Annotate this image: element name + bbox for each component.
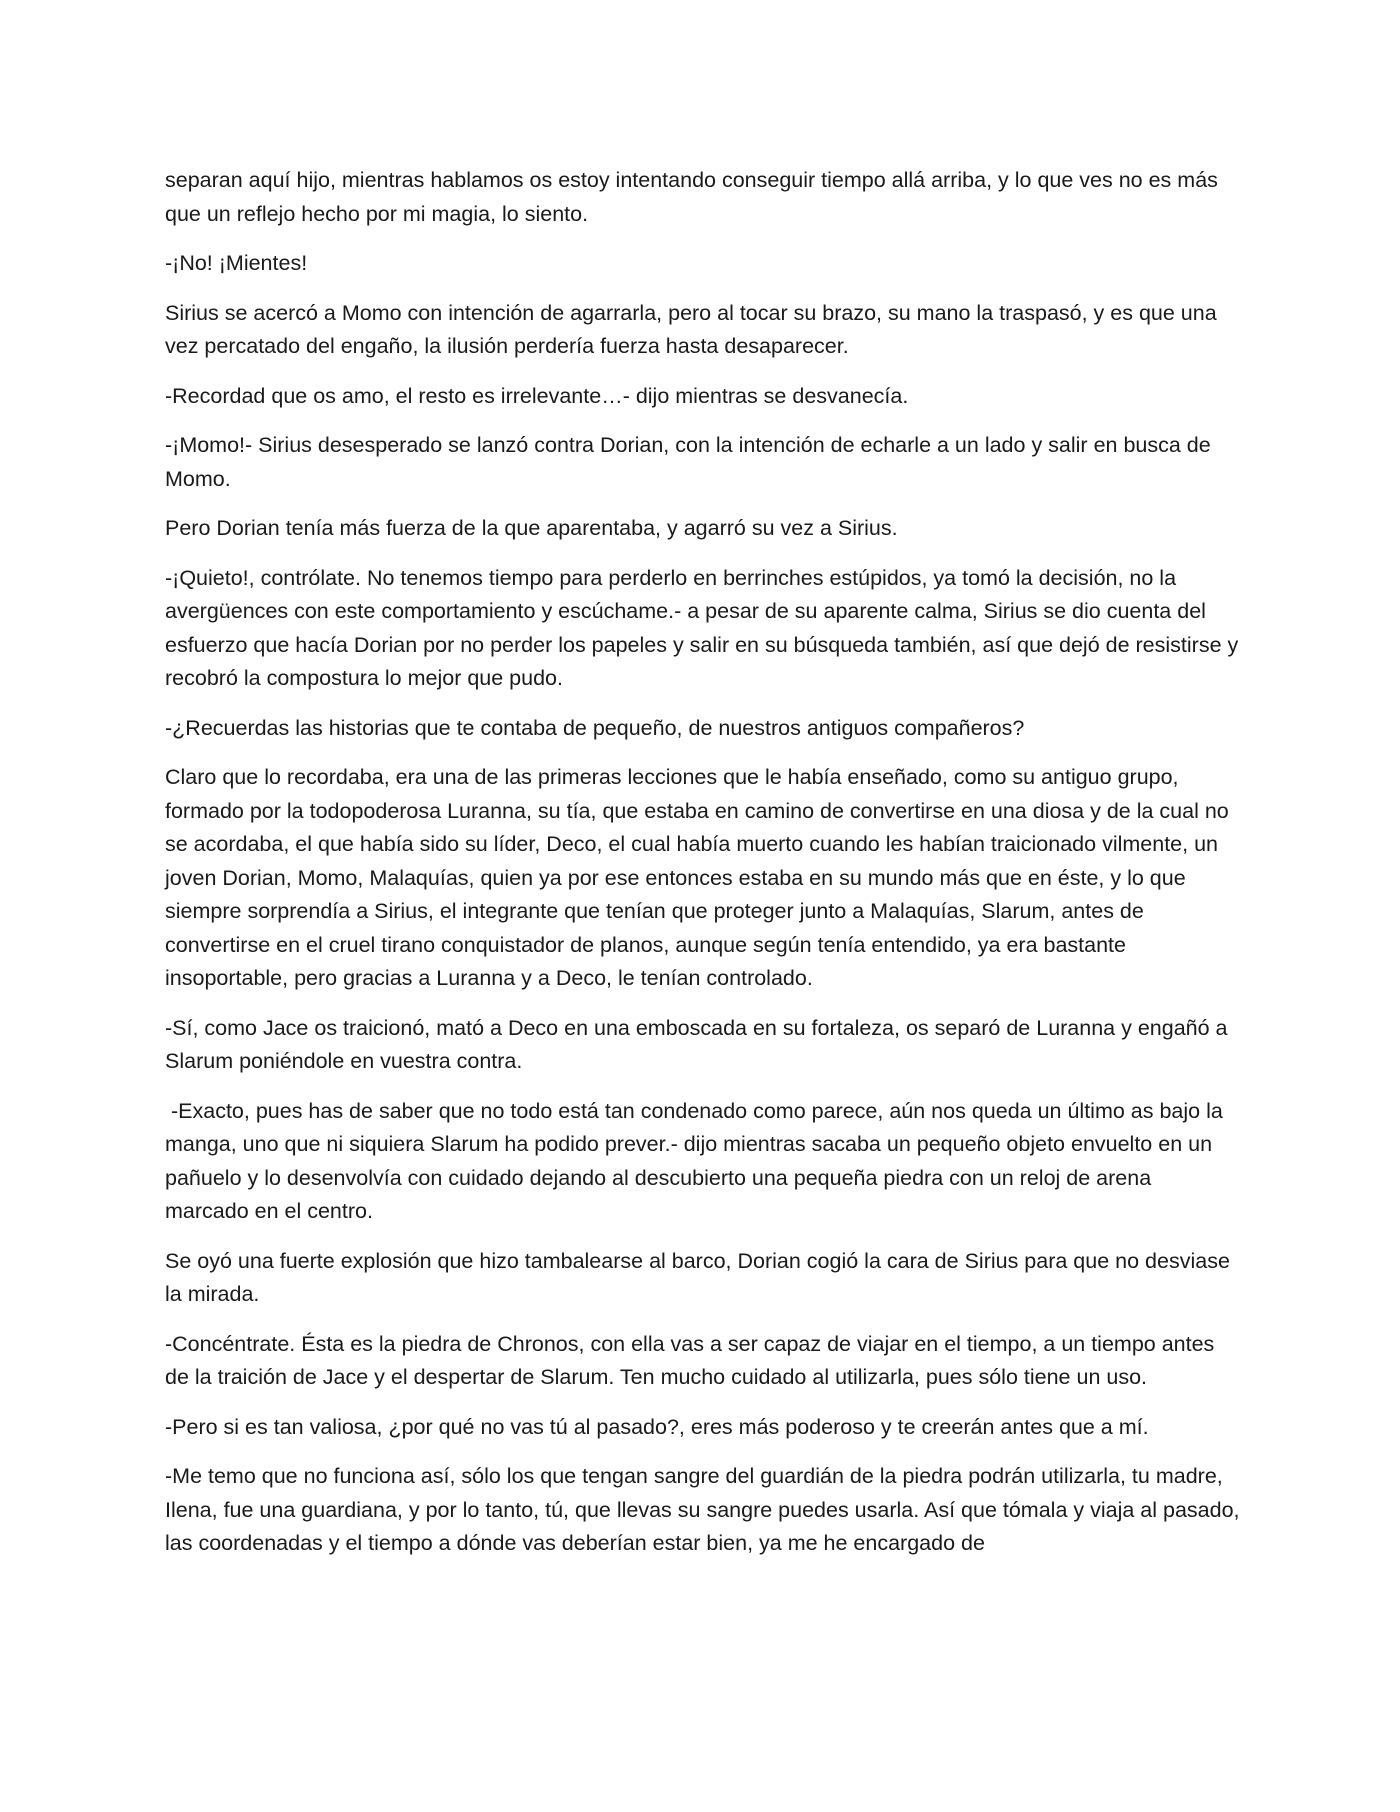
paragraph: -¡Momo!- Sirius desesperado se lanzó contra Dorian, con la intención de echarle a un lado y salir en busca de Momo. xyxy=(165,433,1217,491)
paragraph: -Exacto, pues has de saber que no todo está tan condenado como parece, aún nos queda un último as bajo la manga, uno que ni siquiera Slarum ha podido prever.- dijo mientras sacaba un pequeño objeto envuelto en un pañuelo y lo desenvolvía con cuidado dejando al descubierto una pequeña piedra con un reloj de arena marcado en el centro. xyxy=(165,1098,1229,1223)
paragraph: separan aquí hijo, mientras hablamos os estoy intentando conseguir tiempo allá arriba, y lo que ves no es más que un reflejo hecho por mi magia, lo siento. xyxy=(165,168,1224,226)
document-body xyxy=(165,164,1246,1577)
paragraph: -Pero si es tan valiosa, ¿por qué no vas tú al pasado?, eres más poderoso y te creerán antes que a mí. xyxy=(165,1414,1149,1439)
paragraph: -Sí, como Jace os traicionó, mató a Deco en una emboscada en su fortaleza, os separó de Luranna y engañó a Slarum poniéndole en vuestra contra. xyxy=(165,1015,1234,1073)
paragraph: Claro que lo recordaba, era una de las primeras lecciones que le había enseñado, como su antiguo grupo, formado por la todopoderosa Luranna, su tía, que estaba en camino de convertirse en una diosa y de la cual no se acordaba, el que había sido su líder, Deco, el cual había muerto cuando les habían traicionado vilmente, un joven Dorian, Momo, Malaquías, quien ya por ese entonces estaba en su mundo más que en éste, y lo que siempre sorprendía a Sirius, el integrante que tenían que proteger junto a Malaquías, Slarum, antes de convertirse en el cruel tirano conquistador de planos, aunque según tenía entendido, ya era bastante insoportable, pero gracias a Luranna y a Deco, le tenían controlado. xyxy=(165,765,1235,990)
paragraph: -Me temo que no funciona así, sólo los que tengan sangre del guardián de la piedra podrán utilizarla, tu madre, Ilena, fue una guardiana, y por lo tanto, tú, que llevas su sangre puedes usarla. Así que tómala y viaja al pasado, las coordenadas y el tiempo a dónde vas deberían estar bien, ya me he encargado de xyxy=(165,1464,1246,1555)
paragraph: -¡Quieto!, contrólate. No tenemos tiempo para perderlo en berrinches estúpidos, ya tomó la decisión, no la avergüences con este comportamiento y escúchame.- a pesar de su aparente calma, Sirius se dio cuenta del esfuerzo que hacía Dorian por no perder los papeles y salir en su búsqueda también, así que dejó de resistirse y recobró la compostura lo mejor que pudo. xyxy=(165,565,1245,690)
paragraph: Se oyó una fuerte explosión que hizo tambalearse al barco, Dorian cogió la cara de Sirius para que no desviase la mirada. xyxy=(165,1248,1236,1306)
paragraph: -¡No! ¡Mientes! xyxy=(165,251,308,275)
paragraph: -Concéntrate. Ésta es la piedra de Chronos, con ella vas a ser capaz de viajar en el tiempo, a un tiempo antes de la traición de Jace y el despertar de Slarum. Ten mucho cuidado al utilizarla, pues sólo tiene un uso. xyxy=(165,1331,1221,1389)
paragraph: -Recordad que os amo, el resto es irrelevante…- dijo mientras se desvanecía. xyxy=(165,383,909,408)
paragraph: Pero Dorian tenía más fuerza de la que aparentaba, y agarró su vez a Sirius. xyxy=(165,516,898,540)
paragraph: Sirius se acercó a Momo con intención de agarrarla, pero al tocar su brazo, su mano la traspasó, y es que una vez percatado del engaño, la ilusión perdería fuerza hasta desaparecer. xyxy=(165,300,1223,358)
paragraph: -¿Recuerdas las historias que te contaba de pequeño, de nuestros antiguos compañeros? xyxy=(165,715,1025,740)
